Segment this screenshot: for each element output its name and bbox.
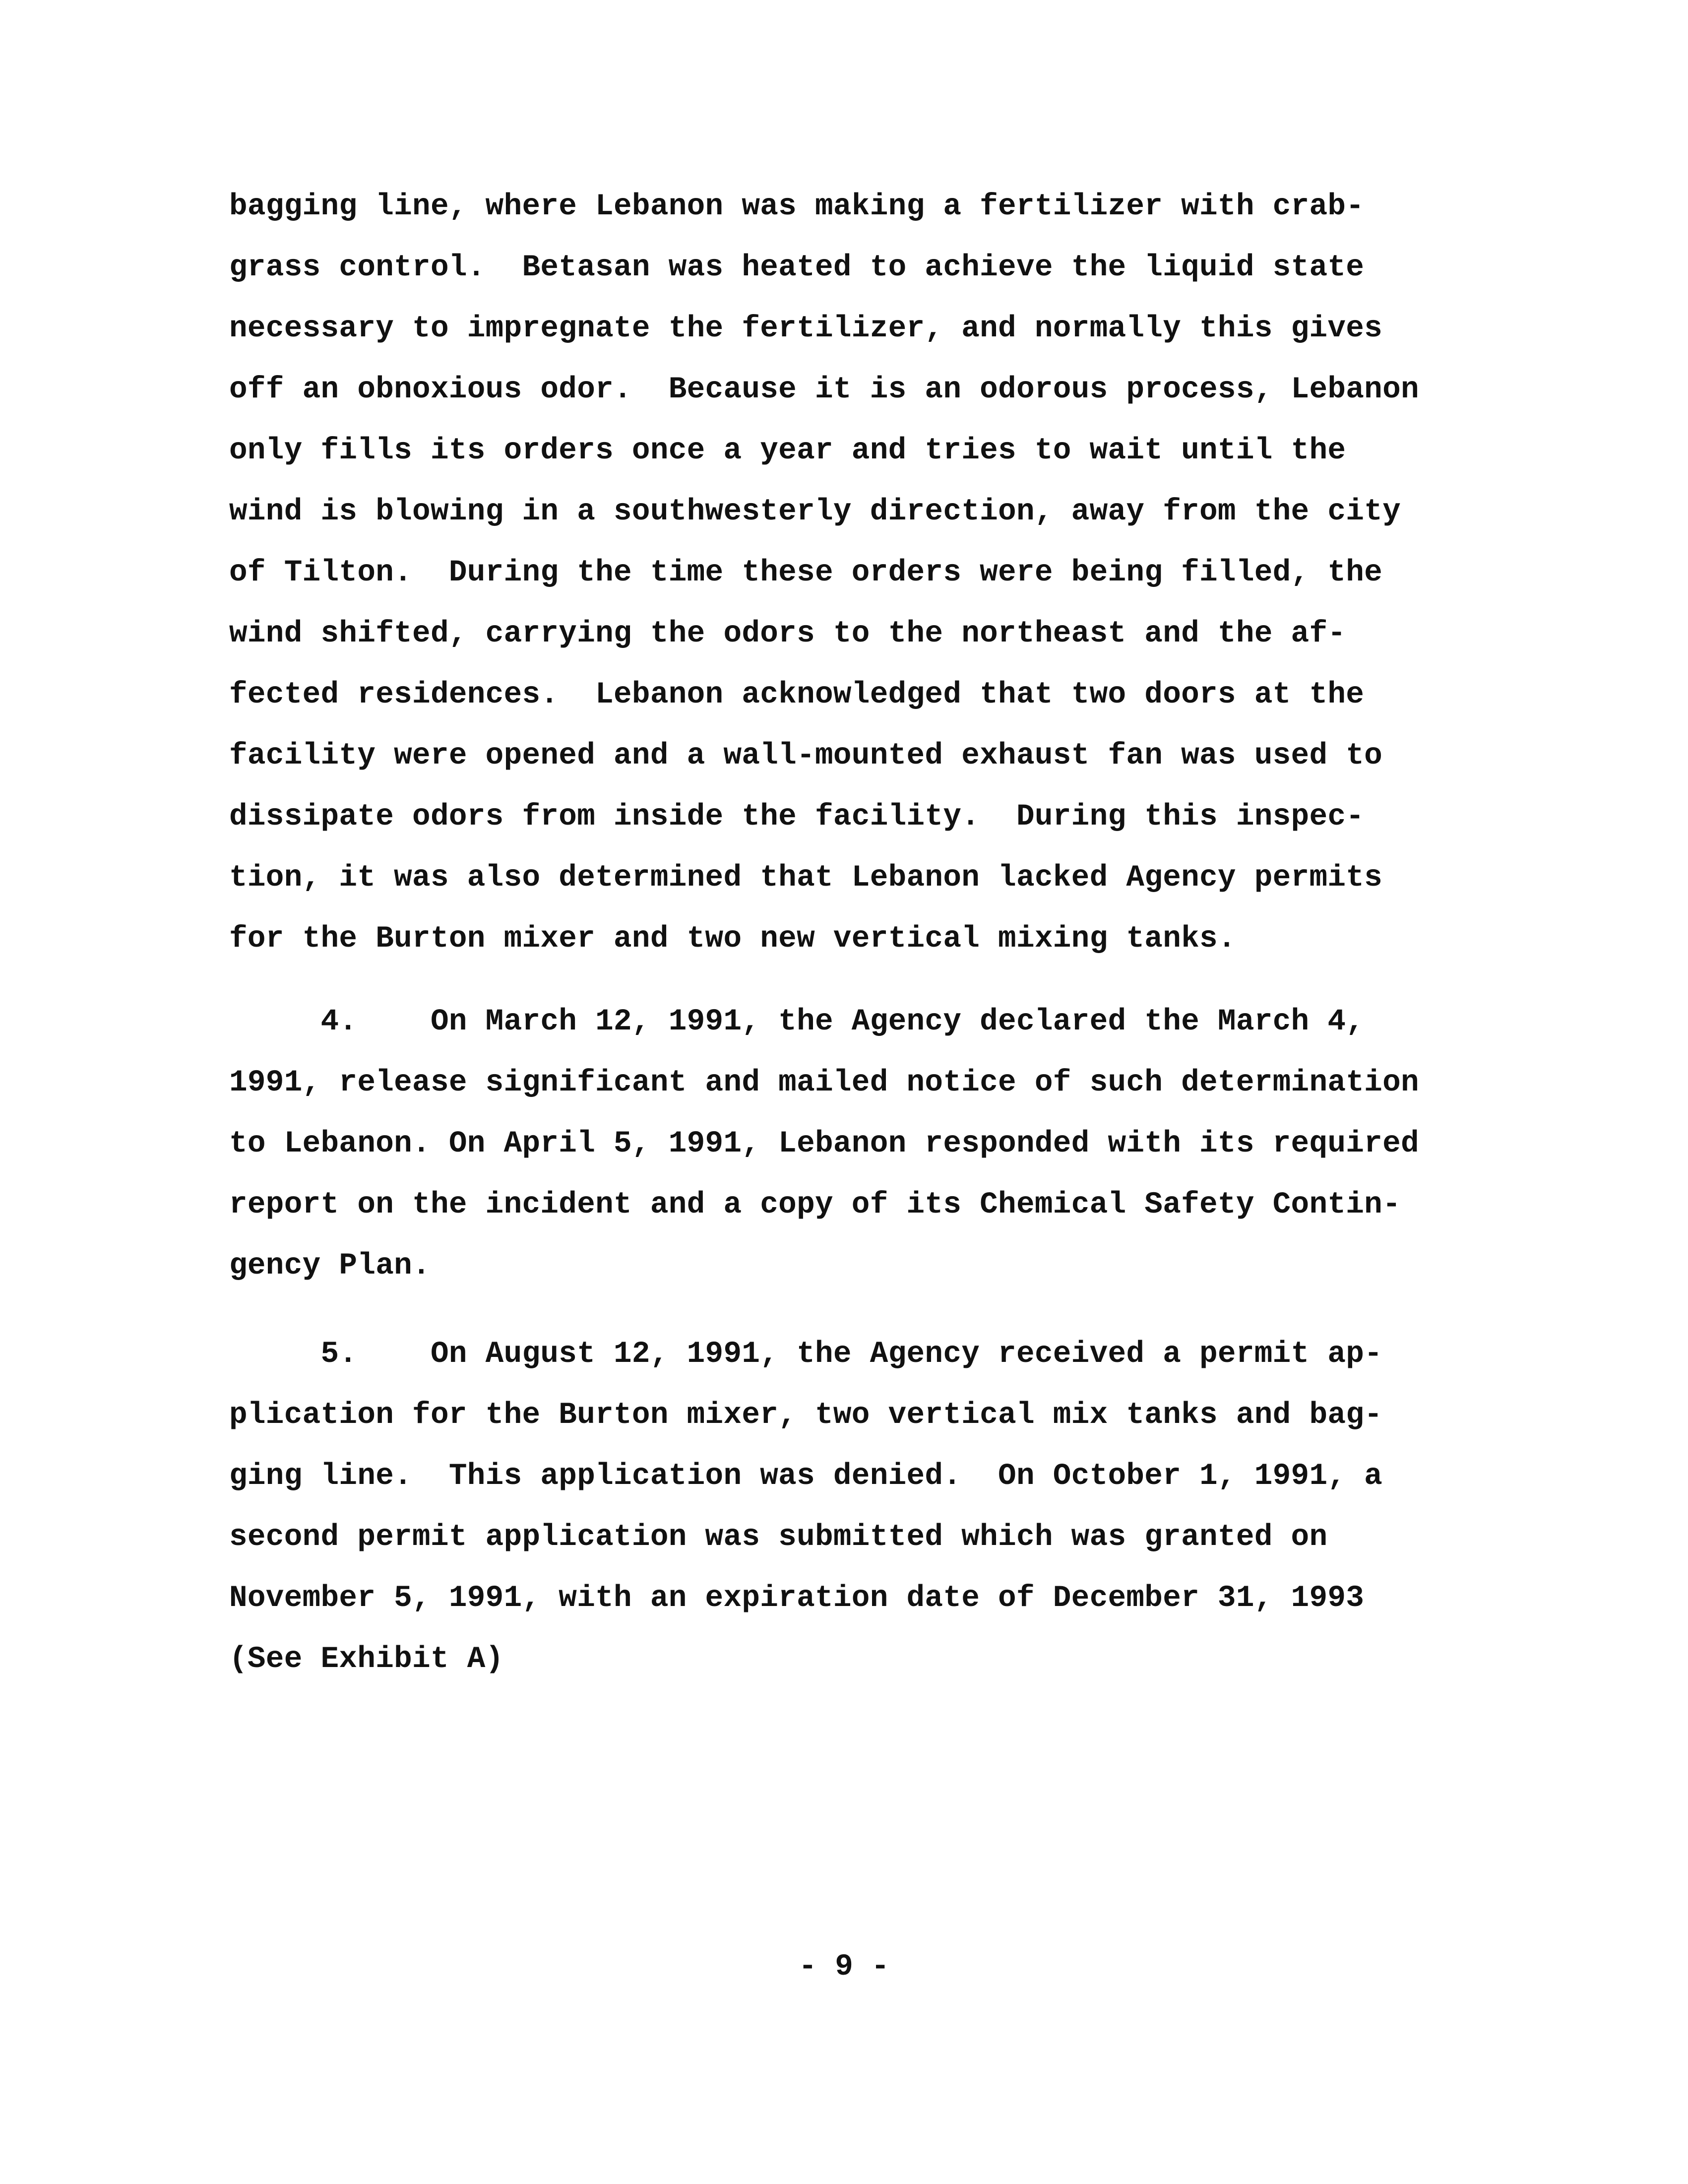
paragraph-continued bbox=[229, 176, 1459, 969]
paragraph-5 bbox=[229, 1324, 1459, 1690]
paragraph-4 bbox=[229, 991, 1459, 1296]
text-line: second permit application was submitted which was granted on bbox=[229, 1520, 1328, 1554]
page-number: - 9 - bbox=[798, 1950, 890, 1984]
text-line: tion, it was also determined that Lebanon lacked Agency permits bbox=[229, 861, 1383, 895]
text-line: for the Burton mixer and two new vertical mixing tanks. bbox=[229, 922, 1236, 956]
text-line: November 5, 1991, with an expiration date of December 31, 1993 bbox=[229, 1581, 1365, 1615]
text-line: facility were opened and a wall-mounted exhaust fan was used to bbox=[229, 739, 1383, 773]
text-line: 5. On August 12, 1991, the Agency received a permit ap- bbox=[229, 1337, 1383, 1371]
text-line: only fills its orders once a year and tries to wait until the bbox=[229, 434, 1346, 468]
text-line: plication for the Burton mixer, two vertical mix tanks and bag- bbox=[229, 1398, 1383, 1432]
text-line: off an obnoxious odor. Because it is an odorous process, Lebanon bbox=[229, 373, 1419, 407]
text-line: of Tilton. During the time these orders were being filled, the bbox=[229, 556, 1383, 590]
text-line: fected residences. Lebanon acknowledged that two doors at the bbox=[229, 678, 1365, 712]
text-line: 1991, release significant and mailed notice of such determination bbox=[229, 1066, 1419, 1100]
text-line: to Lebanon. On April 5, 1991, Lebanon responded with its required bbox=[229, 1127, 1419, 1161]
text-line: dissipate odors from inside the facility. During this inspec- bbox=[229, 800, 1365, 834]
text-line: grass control. Betasan was heated to achieve the liquid state bbox=[229, 251, 1365, 285]
text-line: wind is blowing in a southwesterly direction, away from the city bbox=[229, 495, 1401, 529]
text-line: ging line. This application was denied. On October 1, 1991, a bbox=[229, 1459, 1383, 1493]
text-line: report on the incident and a copy of its Chemical Safety Contin- bbox=[229, 1188, 1401, 1222]
text-line: (See Exhibit A) bbox=[229, 1642, 504, 1676]
text-line: bagging line, where Lebanon was making a fertilizer with crab- bbox=[229, 190, 1365, 224]
text-line: gency Plan. bbox=[229, 1249, 431, 1283]
text-line: necessary to impregnate the fertilizer, and normally this gives bbox=[229, 312, 1383, 346]
text-line: 4. On March 12, 1991, the Agency declared the March 4, bbox=[229, 1005, 1365, 1039]
text-line: wind shifted, carrying the odors to the northeast and the af- bbox=[229, 617, 1346, 651]
